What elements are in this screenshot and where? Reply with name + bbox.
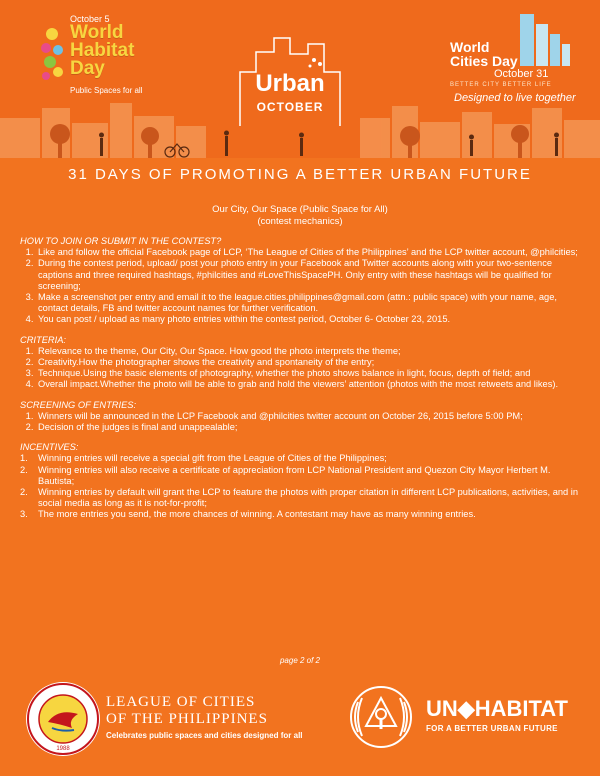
wcd-title: World Cities Day xyxy=(450,39,518,69)
un-habitat-emblem-icon xyxy=(344,680,418,754)
seal-year: 1988 xyxy=(56,746,70,752)
un-habitat-name: UN◆HABITAT xyxy=(426,696,568,721)
lcp-tagline: Celebrates public spaces and cities designed for all xyxy=(106,731,303,740)
section-how-to-join xyxy=(20,236,585,326)
section-incentives xyxy=(20,442,585,520)
wcd-tagline: Designed to live together xyxy=(454,92,576,104)
urban-october-logo xyxy=(234,32,346,128)
list-item xyxy=(20,487,585,509)
list-item: 1. Relevance to the theme, Our City, Our Space. How good the photo interprets the theme; xyxy=(36,346,585,357)
lcp-name xyxy=(106,694,268,728)
list-item: 3. Make a screenshot per entry and email it to the league.cities.philippines@gmail.com (attn.: public space) with your name, age, contact details, FB and twitter account names for further verification. xyxy=(36,292,585,314)
list-item: 2. During the contest period, upload/ post your photo entry in your Facebook and Twitter accounts along with your two-sentence captions and three required hashtags, #philcities and #LoveThisSpacePH. Only entry with these hashtags will be qualified for screening; xyxy=(36,258,585,292)
list-text: Winning entries will also receive a certificate of appreciation from LCP National President and Quezon City Mayor Herbert M. Bautista; xyxy=(38,464,551,486)
list-item: 2. Decision of the judges is final and unappealable; xyxy=(36,422,585,433)
section-heading: CRITERIA: xyxy=(20,334,66,345)
whd-title: World Habitat Day xyxy=(70,22,135,79)
urban-subtitle: OCTOBER xyxy=(256,100,324,114)
list-item xyxy=(20,465,585,487)
contest-subtitle xyxy=(0,204,600,228)
section-criteria xyxy=(20,335,585,391)
lcp-name-line2: OF THE PHILIPPINES xyxy=(106,711,268,727)
section-heading: HOW TO JOIN OR SUBMIT IN THE CONTEST? xyxy=(20,236,222,246)
list-item xyxy=(20,453,585,464)
list-item: 1. Like and follow the official Facebook page of LCP, ‘The League of Cities of the Philippines’ and the LCP twitter account, @philcities; xyxy=(36,247,585,258)
section-screening xyxy=(20,400,585,434)
page-number: page 2 of 2 xyxy=(279,656,321,665)
header-banner xyxy=(0,0,600,158)
whd-subtitle: Public Spaces for all xyxy=(70,86,143,95)
whd-date: October 5 xyxy=(70,14,110,24)
urban-title: Urban xyxy=(255,70,325,97)
lcp-seal-logo xyxy=(24,680,102,758)
list-number: 1. xyxy=(20,453,28,464)
list-item: 2. Creativity.How the photographer shows the creativity and spontaneity of the entry; xyxy=(36,357,585,368)
lcp-name-line1: LEAGUE OF CITIES xyxy=(106,694,256,710)
list-item: 1. Winners will be announced in the LCP Facebook and @philcities twitter account on October 26, 2015 before 5:00 PM; xyxy=(36,411,585,422)
list-text: Winning entries by default will grant the LCP to feature the photos with proper citation in different LCP publications, activities, and in social media as long as it is not-for-profit; xyxy=(38,487,579,509)
list-number: 2. xyxy=(20,487,28,498)
world-habitat-day-logo xyxy=(36,6,186,116)
wcd-date: October 31 xyxy=(494,68,549,80)
list-text: The more entries you send, the more chances of winning. A contestant may have as many winning entries. xyxy=(38,509,476,520)
list-number: 2. xyxy=(20,464,28,475)
wcd-motto: BETTER CITY BETTER LIFE xyxy=(450,82,552,88)
section-heading: SCREENING OF ENTRIES: xyxy=(20,399,137,410)
world-cities-day-logo xyxy=(450,10,590,120)
page-title: 31 DAYS OF PROMOTING A BETTER URBAN FUTURE xyxy=(68,166,532,183)
list-item: 4. You can post / upload as many photo entries within the contest period, October 6- October 23, 2015. xyxy=(36,314,585,325)
list-item: 3. Technique.Using the basic elements of photography, whether the photo shows balance in light, focus, depth of field; and xyxy=(36,368,585,379)
list-number: 3. xyxy=(20,509,28,520)
un-habitat-tagline: FOR A BETTER URBAN FUTURE xyxy=(426,724,558,733)
habitat-figure-icon xyxy=(38,24,66,84)
list-item: 4. Overall impact.Whether the photo will be able to grab and hold the viewers’ attention (photos with the most retweets and likes). xyxy=(36,379,585,390)
list-item xyxy=(20,509,585,520)
contest-name: Our City, Our Space (Public Space for All) xyxy=(212,204,388,215)
list-text: Winning entries will receive a special gift from the League of Cities of the Philippines; xyxy=(38,453,387,464)
contest-mechanics-label: (contest mechanics) xyxy=(257,216,343,227)
mechanics-content xyxy=(20,236,585,530)
section-heading: INCENTIVES: xyxy=(20,442,79,453)
